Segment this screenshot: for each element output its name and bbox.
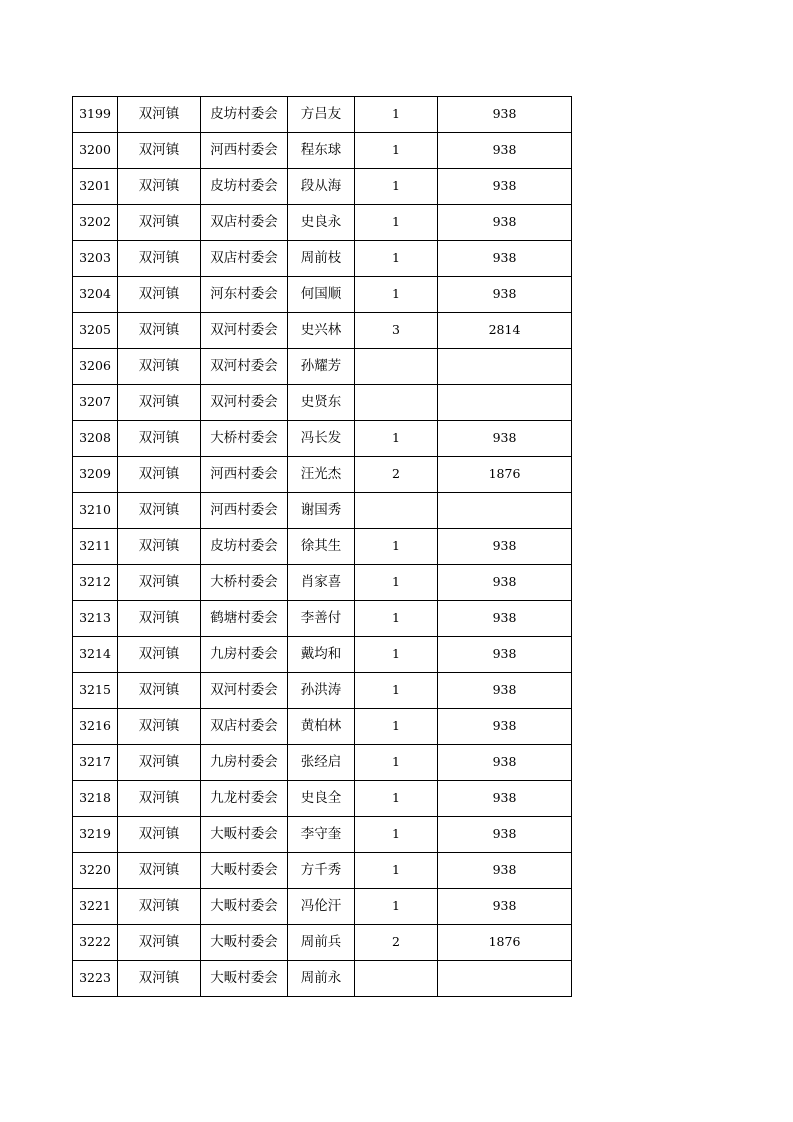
cell-village-committee: 大桥村委会 bbox=[201, 421, 288, 457]
cell-village-committee: 河西村委会 bbox=[201, 457, 288, 493]
cell-count: 1 bbox=[355, 817, 438, 853]
cell-serial-number: 3221 bbox=[73, 889, 118, 925]
cell-person-name: 周前兵 bbox=[288, 925, 355, 961]
cell-town: 双河镇 bbox=[118, 385, 201, 421]
cell-count: 1 bbox=[355, 97, 438, 133]
cell-serial-number: 3213 bbox=[73, 601, 118, 637]
cell-town: 双河镇 bbox=[118, 745, 201, 781]
table-row bbox=[73, 97, 572, 133]
cell-village-committee: 九房村委会 bbox=[201, 745, 288, 781]
cell-serial-number: 3211 bbox=[73, 529, 118, 565]
cell-village-committee: 河西村委会 bbox=[201, 133, 288, 169]
cell-town: 双河镇 bbox=[118, 889, 201, 925]
cell-count: 1 bbox=[355, 421, 438, 457]
cell-count: 1 bbox=[355, 565, 438, 601]
cell-person-name: 汪光杰 bbox=[288, 457, 355, 493]
cell-amount: 2814 bbox=[438, 313, 572, 349]
cell-amount: 938 bbox=[438, 205, 572, 241]
cell-person-name: 何国顺 bbox=[288, 277, 355, 313]
cell-person-name: 史良全 bbox=[288, 781, 355, 817]
cell-count: 1 bbox=[355, 889, 438, 925]
cell-village-committee: 河东村委会 bbox=[201, 277, 288, 313]
cell-person-name: 史良永 bbox=[288, 205, 355, 241]
cell-count: 1 bbox=[355, 169, 438, 205]
cell-amount: 938 bbox=[438, 277, 572, 313]
cell-town: 双河镇 bbox=[118, 349, 201, 385]
table-row bbox=[73, 529, 572, 565]
table-row bbox=[73, 133, 572, 169]
cell-serial-number: 3214 bbox=[73, 637, 118, 673]
table-row bbox=[73, 349, 572, 385]
table-row bbox=[73, 385, 572, 421]
cell-village-committee: 皮坊村委会 bbox=[201, 169, 288, 205]
table-row bbox=[73, 637, 572, 673]
cell-person-name: 谢国秀 bbox=[288, 493, 355, 529]
cell-amount: 938 bbox=[438, 169, 572, 205]
table-row bbox=[73, 313, 572, 349]
cell-person-name: 戴均和 bbox=[288, 637, 355, 673]
cell-town: 双河镇 bbox=[118, 709, 201, 745]
cell-amount: 938 bbox=[438, 601, 572, 637]
cell-serial-number: 3209 bbox=[73, 457, 118, 493]
table-row bbox=[73, 925, 572, 961]
cell-person-name: 方千秀 bbox=[288, 853, 355, 889]
cell-town: 双河镇 bbox=[118, 421, 201, 457]
cell-village-committee: 大桥村委会 bbox=[201, 565, 288, 601]
cell-village-committee: 大畈村委会 bbox=[201, 889, 288, 925]
table-row bbox=[73, 169, 572, 205]
cell-person-name: 孙洪涛 bbox=[288, 673, 355, 709]
cell-town: 双河镇 bbox=[118, 637, 201, 673]
cell-person-name: 黄柏林 bbox=[288, 709, 355, 745]
cell-town: 双河镇 bbox=[118, 97, 201, 133]
cell-town: 双河镇 bbox=[118, 817, 201, 853]
cell-amount: 1876 bbox=[438, 925, 572, 961]
cell-amount bbox=[438, 349, 572, 385]
cell-count: 1 bbox=[355, 745, 438, 781]
cell-village-committee: 双店村委会 bbox=[201, 205, 288, 241]
cell-amount: 938 bbox=[438, 241, 572, 277]
cell-serial-number: 3206 bbox=[73, 349, 118, 385]
cell-serial-number: 3220 bbox=[73, 853, 118, 889]
cell-serial-number: 3202 bbox=[73, 205, 118, 241]
beneficiary-table-container bbox=[72, 96, 572, 997]
cell-village-committee: 河西村委会 bbox=[201, 493, 288, 529]
cell-amount: 938 bbox=[438, 745, 572, 781]
cell-count: 1 bbox=[355, 637, 438, 673]
cell-town: 双河镇 bbox=[118, 241, 201, 277]
cell-count: 1 bbox=[355, 241, 438, 277]
cell-town: 双河镇 bbox=[118, 277, 201, 313]
cell-town: 双河镇 bbox=[118, 457, 201, 493]
cell-amount: 938 bbox=[438, 709, 572, 745]
cell-person-name: 史兴林 bbox=[288, 313, 355, 349]
cell-serial-number: 3210 bbox=[73, 493, 118, 529]
cell-count bbox=[355, 493, 438, 529]
cell-serial-number: 3216 bbox=[73, 709, 118, 745]
table-row bbox=[73, 709, 572, 745]
cell-serial-number: 3217 bbox=[73, 745, 118, 781]
cell-person-name: 徐其生 bbox=[288, 529, 355, 565]
cell-village-committee: 大畈村委会 bbox=[201, 817, 288, 853]
cell-town: 双河镇 bbox=[118, 601, 201, 637]
cell-serial-number: 3208 bbox=[73, 421, 118, 457]
cell-person-name: 张经启 bbox=[288, 745, 355, 781]
cell-serial-number: 3201 bbox=[73, 169, 118, 205]
cell-serial-number: 3200 bbox=[73, 133, 118, 169]
cell-count: 2 bbox=[355, 925, 438, 961]
cell-serial-number: 3205 bbox=[73, 313, 118, 349]
table-row bbox=[73, 673, 572, 709]
cell-town: 双河镇 bbox=[118, 961, 201, 997]
cell-town: 双河镇 bbox=[118, 133, 201, 169]
cell-person-name: 程东球 bbox=[288, 133, 355, 169]
cell-person-name: 李守奎 bbox=[288, 817, 355, 853]
table-row bbox=[73, 565, 572, 601]
cell-serial-number: 3207 bbox=[73, 385, 118, 421]
cell-town: 双河镇 bbox=[118, 529, 201, 565]
table-row bbox=[73, 889, 572, 925]
cell-person-name: 方吕友 bbox=[288, 97, 355, 133]
table-row bbox=[73, 457, 572, 493]
cell-serial-number: 3204 bbox=[73, 277, 118, 313]
cell-person-name: 冯长发 bbox=[288, 421, 355, 457]
cell-count: 1 bbox=[355, 781, 438, 817]
cell-count: 1 bbox=[355, 529, 438, 565]
cell-village-committee: 双河村委会 bbox=[201, 349, 288, 385]
cell-count: 1 bbox=[355, 709, 438, 745]
cell-serial-number: 3212 bbox=[73, 565, 118, 601]
cell-village-committee: 双店村委会 bbox=[201, 241, 288, 277]
cell-amount: 938 bbox=[438, 565, 572, 601]
cell-count: 1 bbox=[355, 205, 438, 241]
cell-amount: 938 bbox=[438, 421, 572, 457]
cell-town: 双河镇 bbox=[118, 673, 201, 709]
table-row bbox=[73, 853, 572, 889]
cell-serial-number: 3215 bbox=[73, 673, 118, 709]
cell-serial-number: 3219 bbox=[73, 817, 118, 853]
cell-village-committee: 鹤塘村委会 bbox=[201, 601, 288, 637]
cell-town: 双河镇 bbox=[118, 313, 201, 349]
cell-amount bbox=[438, 961, 572, 997]
cell-count: 3 bbox=[355, 313, 438, 349]
cell-amount: 938 bbox=[438, 889, 572, 925]
cell-village-committee: 九龙村委会 bbox=[201, 781, 288, 817]
beneficiary-table bbox=[72, 96, 572, 997]
cell-person-name: 周前枝 bbox=[288, 241, 355, 277]
cell-village-committee: 皮坊村委会 bbox=[201, 97, 288, 133]
cell-serial-number: 3222 bbox=[73, 925, 118, 961]
cell-town: 双河镇 bbox=[118, 781, 201, 817]
cell-village-committee: 大畈村委会 bbox=[201, 853, 288, 889]
table-row bbox=[73, 817, 572, 853]
cell-amount: 938 bbox=[438, 97, 572, 133]
cell-village-committee: 双河村委会 bbox=[201, 673, 288, 709]
table-body bbox=[73, 97, 572, 997]
table-row bbox=[73, 745, 572, 781]
table-row bbox=[73, 205, 572, 241]
cell-count: 1 bbox=[355, 853, 438, 889]
cell-amount: 1876 bbox=[438, 457, 572, 493]
cell-count: 2 bbox=[355, 457, 438, 493]
cell-village-committee: 双店村委会 bbox=[201, 709, 288, 745]
cell-person-name: 李善付 bbox=[288, 601, 355, 637]
cell-amount: 938 bbox=[438, 673, 572, 709]
cell-village-committee: 九房村委会 bbox=[201, 637, 288, 673]
table-row bbox=[73, 601, 572, 637]
cell-amount: 938 bbox=[438, 637, 572, 673]
cell-amount bbox=[438, 385, 572, 421]
cell-count: 1 bbox=[355, 133, 438, 169]
cell-count bbox=[355, 349, 438, 385]
cell-amount: 938 bbox=[438, 853, 572, 889]
cell-person-name: 肖家喜 bbox=[288, 565, 355, 601]
cell-village-committee: 大畈村委会 bbox=[201, 961, 288, 997]
cell-village-committee: 皮坊村委会 bbox=[201, 529, 288, 565]
cell-town: 双河镇 bbox=[118, 493, 201, 529]
cell-town: 双河镇 bbox=[118, 853, 201, 889]
cell-town: 双河镇 bbox=[118, 169, 201, 205]
cell-amount: 938 bbox=[438, 529, 572, 565]
cell-village-committee: 大畈村委会 bbox=[201, 925, 288, 961]
table-row bbox=[73, 277, 572, 313]
cell-serial-number: 3203 bbox=[73, 241, 118, 277]
cell-count: 1 bbox=[355, 601, 438, 637]
cell-person-name: 冯伦汗 bbox=[288, 889, 355, 925]
cell-town: 双河镇 bbox=[118, 925, 201, 961]
cell-town: 双河镇 bbox=[118, 565, 201, 601]
cell-amount bbox=[438, 493, 572, 529]
cell-amount: 938 bbox=[438, 133, 572, 169]
cell-serial-number: 3199 bbox=[73, 97, 118, 133]
cell-amount: 938 bbox=[438, 781, 572, 817]
cell-village-committee: 双河村委会 bbox=[201, 385, 288, 421]
table-row bbox=[73, 421, 572, 457]
cell-village-committee: 双河村委会 bbox=[201, 313, 288, 349]
cell-amount: 938 bbox=[438, 817, 572, 853]
cell-town: 双河镇 bbox=[118, 205, 201, 241]
cell-person-name: 段从海 bbox=[288, 169, 355, 205]
cell-person-name: 周前永 bbox=[288, 961, 355, 997]
cell-count bbox=[355, 961, 438, 997]
table-row bbox=[73, 241, 572, 277]
cell-count: 1 bbox=[355, 277, 438, 313]
table-row bbox=[73, 781, 572, 817]
cell-person-name: 孙耀芳 bbox=[288, 349, 355, 385]
table-row bbox=[73, 961, 572, 997]
cell-count: 1 bbox=[355, 673, 438, 709]
cell-count bbox=[355, 385, 438, 421]
table-row bbox=[73, 493, 572, 529]
cell-serial-number: 3218 bbox=[73, 781, 118, 817]
cell-serial-number: 3223 bbox=[73, 961, 118, 997]
cell-person-name: 史贤东 bbox=[288, 385, 355, 421]
